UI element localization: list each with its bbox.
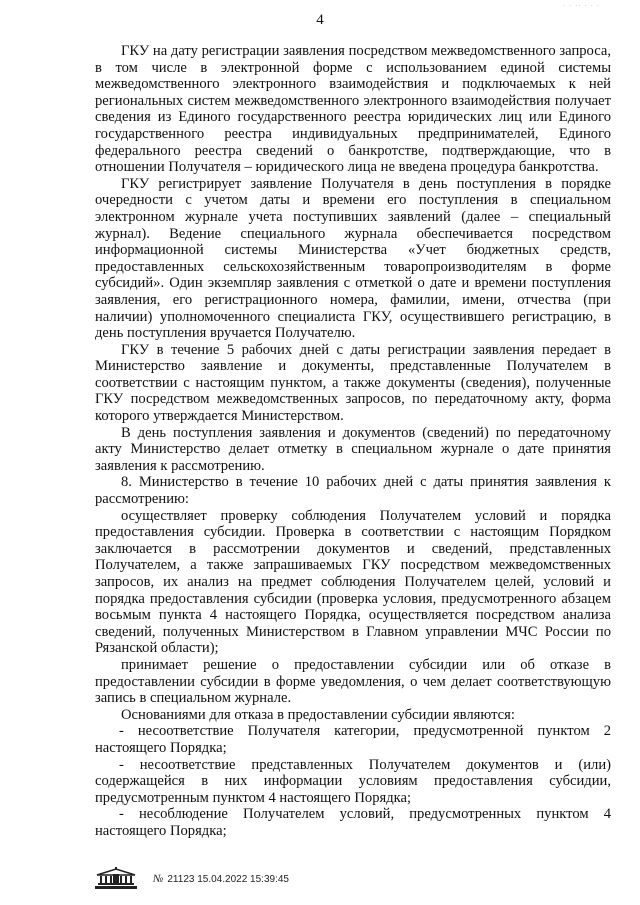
government-building-logo (93, 867, 139, 891)
scan-artifacts: · · ·· · · · (562, 2, 600, 10)
registration-stamp: 21123 15.04.2022 15:39:45 (167, 873, 289, 885)
paragraph-refusal-grounds: Основаниями для отказа в предоставлении субсидии являются: (121, 706, 515, 723)
list-item-refusal: - несоответствие представленных Получателем документов и (или) содержащейся в них информации условиям предоставления субсидии, предусмотренным пунктом 4 настоящего Порядка; (95, 756, 611, 806)
paragraph-decision: принимает решение о предоставлении субсидии или об отказе в предоставлении субсидии в форме уведомления, о чем делает соответствующую запись в специальном журнале. (95, 656, 611, 707)
list-item-refusal: - несоблюдение Получателем условий, предусмотренных пунктом 4 настоящего Порядка; (95, 806, 611, 839)
document-footer (93, 866, 289, 892)
document-number-sign: № (153, 873, 164, 885)
paragraph-ministry-mark: В день поступления заявления и документов (сведений) по передаточному акту Министерство делает отметку в специальном журнале о дате принятия заявления к рассмотрению. (95, 424, 611, 474)
page-number: 4 (316, 12, 324, 28)
document-body (95, 43, 611, 840)
paragraph-verification: осуществляет проверку соблюдения Получателем условий и порядка предоставления субсидии. Проверка в соответствии с настоящим Порядком заключается в рассмотрении документов и сведений, представленных Получателем, а также запрашиваемых ГКУ посредством межведомственных запросов, их анализ на предмет соблюдения Получателем целей, условий и порядка предоставления субсидии (проверка условия, предусмотренного абзацем восьмым пункта 4 настоящего Порядка, осуществляется посредством анализа сведений, полученных Министерством в Главном управлении МЧС России по Рязанской области); (95, 507, 611, 657)
paragraph-gku-registration: ГКУ регистрирует заявление Получателя в день поступления в порядке очередности с учетом даты и времени его поступления в специальном электронном журнале учета поступивших заявлений (далее – специальный журнал). Ведение специального журнала обеспечивается посредством информационной системы Министерства «Учет бюджетных средств, предоставленных сельскохозяйственным товаропроизводителям в форме субсидий». Один экземпляр заявления с отметкой о дате и времени поступления заявления, его регистрационного номера, фамилии, имени, отчества (при наличии) уполномоченного специалиста ГКУ, осуществившего регистрацию, в день поступления вручается Получателю. (95, 175, 611, 342)
paragraph-item-8: 8. Министерство в течение 10 рабочих дней с даты принятия заявления к рассмотрению: (95, 474, 611, 508)
list-item-refusal: - несоответствие Получателя категории, предусмотренной пунктом 2 настоящего Порядка; (95, 723, 611, 756)
paragraph-gku-request: ГКУ на дату регистрации заявления посредством межведомственного запроса, в том числе в электронной форме с использованием единой системы межведомственного электронного взаимодействия и подключаемых к ней региональных систем межведомственного электронного взаимодействия получает сведения из Единого государственного реестра юридических лиц или Единого государственного реестра индивидуальных предпринимателей, Единого федерального реестра сведений о банкротстве, подтверждающие, что в отношении Получателя – юридического лица не введена процедура банкротства. (95, 43, 611, 176)
paragraph-gku-transfer: ГКУ в течение 5 рабочих дней с даты регистрации заявления передает в Министерство заявление и документы, представленные Получателем в соответствии с настоящим пунктом, а также документы (сведения), полученные ГКУ посредством межведомственных запросов, по передаточному акту, форма которого утверждается Министерством. (95, 341, 611, 425)
